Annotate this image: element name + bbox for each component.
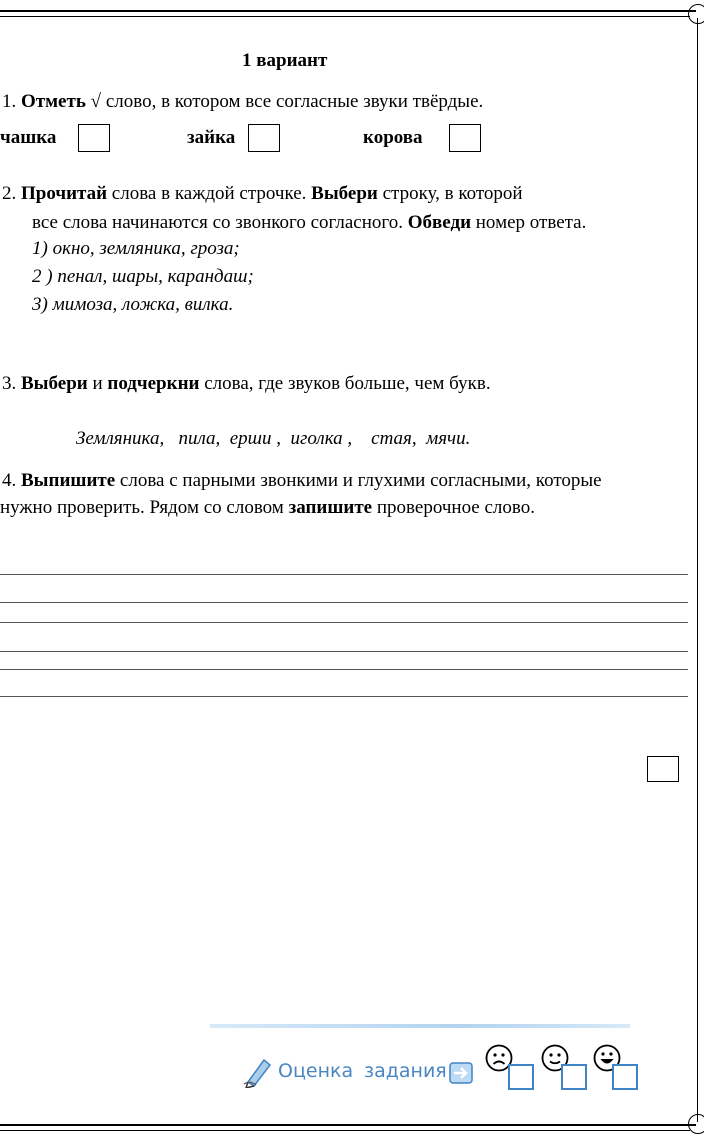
task3-text: слова, где звуков больше, чем букв. [204, 373, 491, 394]
pencil-icon [242, 1054, 276, 1088]
rating-box-happy[interactable] [612, 1064, 638, 1090]
score-box[interactable] [647, 756, 679, 782]
footer-divider [210, 1024, 630, 1028]
page-title: 1 вариант [242, 50, 328, 71]
task1-verb: Отметь [21, 91, 86, 112]
task2-option-3[interactable]: 3) мимоза, ложка, вилка. [32, 294, 234, 315]
answer-line[interactable] [0, 669, 688, 670]
task3-and: и [92, 373, 103, 394]
task2-instruction-line2 [32, 212, 586, 234]
task4-verb-write: запишите [288, 497, 373, 518]
task1-check-mark: √ [90, 91, 102, 112]
task2-number: 2. [2, 183, 17, 204]
task1-text: слово, в котором все согласные звуки твёрдые. [105, 91, 484, 112]
answer-line[interactable] [0, 622, 688, 623]
task2-option-2[interactable]: 2 ) пенал, шары, карандаш; [32, 266, 254, 287]
frame-corner-curl-bottom [688, 1114, 704, 1134]
task2-text1: слова в каждой строчке. [111, 183, 307, 204]
answer-line[interactable] [0, 574, 688, 575]
task2-verb-read: Прочитай [21, 183, 108, 204]
frame-bottom-line [0, 1124, 696, 1126]
answer-box-chashka[interactable] [78, 124, 110, 152]
word-korova: корова [363, 127, 423, 148]
task4-instruction-line1 [2, 470, 602, 492]
frame-top-inner-line [0, 16, 690, 17]
word-zaika: зайка [187, 127, 236, 148]
task2-verb-choose: Выбери [311, 183, 378, 204]
task3-verb-choose: Выбери [21, 373, 88, 394]
rating-box-sad[interactable] [508, 1064, 534, 1090]
frame-top-line [0, 10, 696, 12]
task2-text2: строку, в которой [382, 183, 523, 204]
task1-number: 1. [2, 91, 17, 112]
arrow-icon [449, 1062, 473, 1084]
task1-instruction [2, 91, 483, 113]
task4-text3: проверочное слово. [376, 497, 535, 518]
rating-box-neutral[interactable] [561, 1064, 587, 1090]
task3-verb-underline: подчеркни [107, 373, 200, 394]
frame-corner-curl-top [688, 4, 704, 24]
task2-text4: номер ответа. [475, 212, 587, 233]
task4-number: 4. [2, 470, 17, 491]
answer-box-zaika[interactable] [248, 124, 280, 152]
task4-verb-write-out: Выпишите [21, 470, 116, 491]
footer-label-assessment: Оценка [278, 1060, 354, 1082]
task2-verb-circle: Обведи [407, 212, 472, 233]
frame-bottom-inner-line [0, 1130, 690, 1131]
task3-number: 3. [2, 373, 17, 394]
task2-text3: все слова начинаются со звонкого согласного. [32, 212, 403, 233]
answer-line[interactable] [0, 651, 688, 652]
task3-word-list[interactable]: Земляника, пила, ерши , иголка , стая, мячи. [76, 428, 471, 449]
task3-instruction [2, 373, 491, 395]
answer-box-korova[interactable] [449, 124, 481, 152]
answer-line[interactable] [0, 696, 688, 697]
footer-label-task: задания [364, 1060, 447, 1082]
word-chashka: чашка [0, 127, 57, 148]
task4-instruction-line2 [0, 497, 535, 519]
answer-line[interactable] [0, 602, 688, 603]
frame-right-line [697, 18, 698, 1122]
task2-option-1[interactable]: 1) окно, земляника, гроза; [32, 238, 240, 259]
task4-text2: нужно проверить. Рядом со словом [0, 497, 284, 518]
task4-text1: слова с парными звонкими и глухими согласными, которые [119, 470, 602, 491]
task2-instruction-line1 [2, 183, 523, 205]
